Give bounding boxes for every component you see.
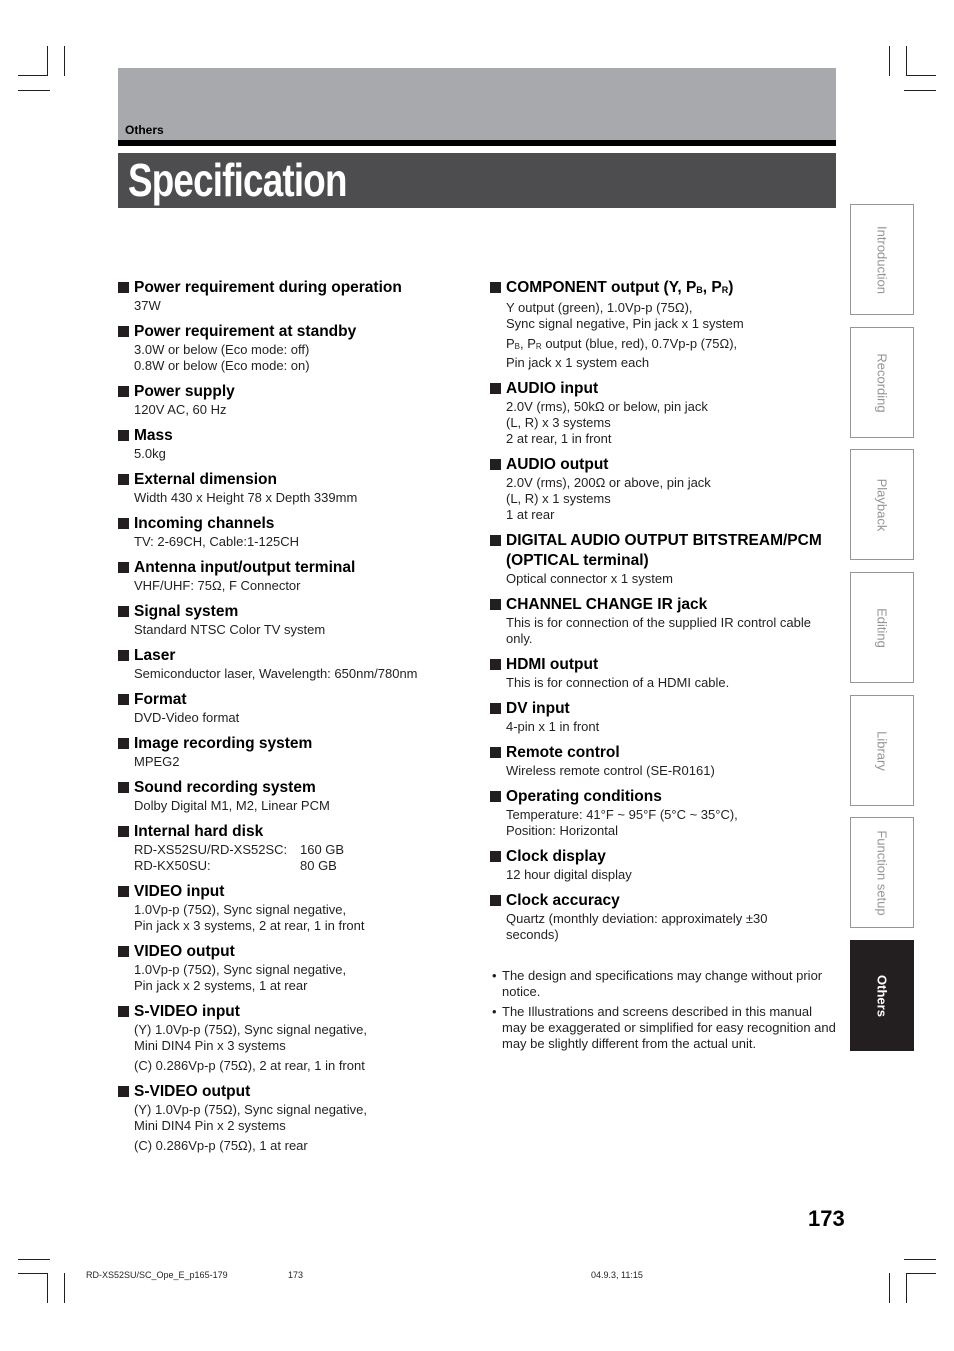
- spec-value: 5.0kg: [134, 446, 166, 461]
- tab-editing[interactable]: [850, 572, 914, 683]
- spec-value: Dolby Digital M1, M2, Linear PCM: [134, 798, 330, 813]
- spec-title: CHANNEL CHANGE IR jack: [490, 595, 830, 615]
- spec-value: This is for connection of a HDMI cable.: [506, 675, 730, 690]
- spec-item: [490, 655, 830, 691]
- spec-value: 1.0Vp-p (75Ω), Sync signal negative,: [134, 902, 347, 917]
- spec-value: Standard NTSC Color TV system: [134, 622, 326, 637]
- spec-item: [118, 1082, 458, 1154]
- spec-title: S-VIDEO output: [118, 1082, 458, 1102]
- spec-value: Pin jack x 1 system each: [506, 355, 650, 370]
- spec-item: [118, 734, 458, 770]
- spec-row: [134, 858, 458, 874]
- crop-mark: [47, 46, 48, 76]
- spec-item: [118, 602, 458, 638]
- spec-item: [490, 379, 830, 447]
- model-name: RD-XS52SU/RD-XS52SC:: [134, 842, 288, 857]
- tab-label: Playback: [874, 478, 890, 531]
- tab-label: Introduction: [874, 225, 890, 294]
- crop-mark: [906, 1273, 936, 1274]
- spec-row: [134, 842, 458, 858]
- spec-value: 2.0V (rms), 200Ω or above, pin jack: [506, 475, 711, 490]
- spec-value: VHF/UHF: 75Ω, F Connector: [134, 578, 301, 593]
- crop-mark: [18, 1259, 50, 1260]
- section-label: Others: [125, 123, 164, 137]
- tab-label: Editing: [874, 607, 890, 648]
- spec-value: Quartz (monthly deviation: approximately ±30 seconds): [506, 911, 768, 942]
- header-band: [118, 68, 836, 140]
- spec-value: Mini DIN4 Pin x 2 systems: [134, 1118, 286, 1133]
- spec-title: Mass: [118, 426, 458, 446]
- spec-value: 3.0W or below (Eco mode: off): [134, 342, 310, 357]
- spec-title: AUDIO input: [490, 379, 830, 399]
- tab-label: Library: [874, 730, 890, 771]
- spec-item: [490, 699, 830, 735]
- spec-item: [490, 891, 830, 943]
- spec-title: VIDEO input: [118, 882, 458, 902]
- tab-introduction[interactable]: [850, 204, 914, 315]
- spec-value: This is for connection of the supplied IR control cable only.: [506, 615, 811, 646]
- spec-title: Clock display: [490, 847, 830, 867]
- tab-library[interactable]: [850, 695, 914, 806]
- capacity-value: 80 GB: [300, 858, 337, 873]
- footer-date: 04.9.3, 11:15: [591, 1270, 643, 1280]
- spec-value: Y output (green), 1.0Vp-p (75Ω),: [506, 300, 693, 315]
- crop-mark: [18, 90, 50, 91]
- tab-playback[interactable]: [850, 449, 914, 560]
- spec-title: AUDIO output: [490, 455, 830, 475]
- crop-mark: [906, 46, 907, 76]
- crop-mark: [904, 1259, 936, 1260]
- spec-item: [118, 426, 458, 462]
- spec-value: (Y) 1.0Vp-p (75Ω), Sync signal negative,: [134, 1102, 367, 1117]
- spec-title: Internal hard disk: [118, 822, 458, 842]
- spec-value: (Y) 1.0Vp-p (75Ω), Sync signal negative,: [134, 1022, 367, 1037]
- spec-item: [118, 470, 458, 506]
- spec-value: 37W: [134, 298, 161, 313]
- spec-item: [118, 942, 458, 994]
- spec-item: [490, 787, 830, 839]
- tab-function-setup[interactable]: [850, 817, 914, 928]
- spec-title: Power requirement at standby: [118, 322, 458, 342]
- page-number: 173: [808, 1206, 845, 1231]
- spec-title: Power supply: [118, 382, 458, 402]
- spec-title: HDMI output: [490, 655, 830, 675]
- spec-title: Power requirement during operation: [118, 278, 458, 298]
- spec-value: Pin jack x 3 systems, 2 at rear, 1 in front: [134, 918, 365, 933]
- spec-item: [118, 514, 458, 550]
- spec-title: Signal system: [118, 602, 458, 622]
- spec-title: Image recording system: [118, 734, 458, 754]
- spec-item: [118, 278, 458, 314]
- spec-item: [490, 847, 830, 883]
- crop-mark: [906, 75, 936, 76]
- note-item: • The Illustrations and screens described in this manual may be exaggerated or simplified for easy recognition and may be slightly different from the actual unit.: [490, 1004, 838, 1052]
- crop-mark: [64, 46, 65, 76]
- crop-mark: [64, 1273, 65, 1303]
- notes: [490, 968, 838, 1056]
- spec-value: 1 at rear: [506, 507, 555, 522]
- spec-item: [118, 646, 458, 682]
- footer-page: 173: [288, 1270, 304, 1280]
- spec-value: 0.8W or below (Eco mode: on): [134, 358, 310, 373]
- tab-recording[interactable]: [850, 327, 914, 438]
- crop-mark: [906, 1273, 907, 1303]
- spec-title: Sound recording system: [118, 778, 458, 798]
- spec-title: Remote control: [490, 743, 830, 763]
- spec-item: [118, 778, 458, 814]
- crop-mark: [18, 1273, 48, 1274]
- note-item: • The design and specifications may change without prior notice.: [490, 968, 838, 1000]
- spec-title: Antenna input/output terminal: [118, 558, 458, 578]
- crop-mark: [18, 75, 48, 76]
- crop-mark: [47, 1273, 48, 1303]
- spec-title: Laser: [118, 646, 458, 666]
- spec-column-right: [490, 278, 830, 951]
- spec-title: External dimension: [118, 470, 458, 490]
- spec-title: Format: [118, 690, 458, 710]
- spec-value: (L, R) x 3 systems: [506, 415, 611, 430]
- spec-value: Width 430 x Height 78 x Depth 339mm: [134, 490, 358, 505]
- footer-file: RD-XS52SU/SC_Ope_E_p165-179: [86, 1270, 228, 1280]
- spec-title: VIDEO output: [118, 942, 458, 962]
- spec-title: S-VIDEO input: [118, 1002, 458, 1022]
- spec-item: [118, 822, 458, 874]
- spec-value: 2 at rear, 1 in front: [506, 431, 612, 446]
- spec-value: Position: Horizontal: [506, 823, 618, 838]
- crop-mark: [904, 90, 936, 91]
- spec-item: [118, 322, 458, 374]
- spec-value: MPEG2: [134, 754, 180, 769]
- model-name: RD-KX50SU:: [134, 858, 211, 873]
- spec-item: [490, 455, 830, 523]
- spec-value: Wireless remote control (SE-R0161): [506, 763, 715, 778]
- spec-title: DIGITAL AUDIO OUTPUT BITSTREAM/PCM (OPTICAL terminal): [490, 531, 836, 571]
- spec-value: Mini DIN4 Pin x 3 systems: [134, 1038, 286, 1053]
- page-title: Specification: [128, 154, 347, 206]
- crop-mark: [889, 46, 890, 76]
- spec-item: [118, 1002, 458, 1074]
- spec-value: 2.0V (rms), 50kΩ or below, pin jack: [506, 399, 708, 414]
- tab-label: Function setup: [874, 829, 890, 916]
- spec-value: TV: 2-69CH, Cable:1-125CH: [134, 534, 299, 549]
- spec-item: [118, 382, 458, 418]
- spec-value: 12 hour digital display: [506, 867, 632, 882]
- tab-label: Others: [874, 974, 890, 1017]
- tab-label: Recording: [874, 352, 890, 413]
- spec-column-left: [118, 278, 458, 1162]
- spec-value: 120V AC, 60 Hz: [134, 402, 227, 417]
- spec-title: COMPONENT output (Y, $P_B$, $P_R$): [490, 278, 830, 300]
- spec-title: Operating conditions: [490, 787, 830, 807]
- tab-others[interactable]: [850, 940, 914, 1051]
- spec-value: Sync signal negative, Pin jack x 1 system: [506, 316, 744, 331]
- spec-value: 1.0Vp-p (75Ω), Sync signal negative,: [134, 962, 347, 977]
- spec-value: Optical connector x 1 system: [506, 571, 673, 586]
- spec-value: DVD-Video format: [134, 710, 240, 725]
- spec-item: [118, 558, 458, 594]
- spec-title: DV input: [490, 699, 830, 719]
- capacity-value: 160 GB: [300, 842, 345, 857]
- spec-value: (C) 0.286Vp-p (75Ω), 1 at rear: [134, 1138, 308, 1153]
- spec-item: [490, 595, 830, 647]
- header-rule: [118, 140, 836, 146]
- spec-item: [490, 743, 830, 779]
- spec-value: Temperature: 41°F ~ 95°F (5°C ~ 35°C),: [506, 807, 738, 822]
- spec-value: $P_B$, $P_R$ output (blue, red), 0.7Vp-p (75Ω),: [506, 336, 738, 351]
- spec-title: Clock accuracy: [490, 891, 830, 911]
- spec-value: (C) 0.286Vp-p (75Ω), 2 at rear, 1 in front: [134, 1058, 365, 1073]
- spec-item: [118, 882, 458, 934]
- spec-value: 4-pin x 1 in front: [506, 719, 600, 734]
- spec-item: [490, 531, 830, 587]
- spec-item: [490, 278, 830, 371]
- spec-value: Pin jack x 2 systems, 1 at rear: [134, 978, 308, 993]
- crop-mark: [889, 1273, 890, 1303]
- spec-title: Incoming channels: [118, 514, 458, 534]
- spec-value: Semiconductor laser, Wavelength: 650nm/780nm: [134, 666, 418, 681]
- spec-item: [118, 690, 458, 726]
- spec-value: (L, R) x 1 systems: [506, 491, 611, 506]
